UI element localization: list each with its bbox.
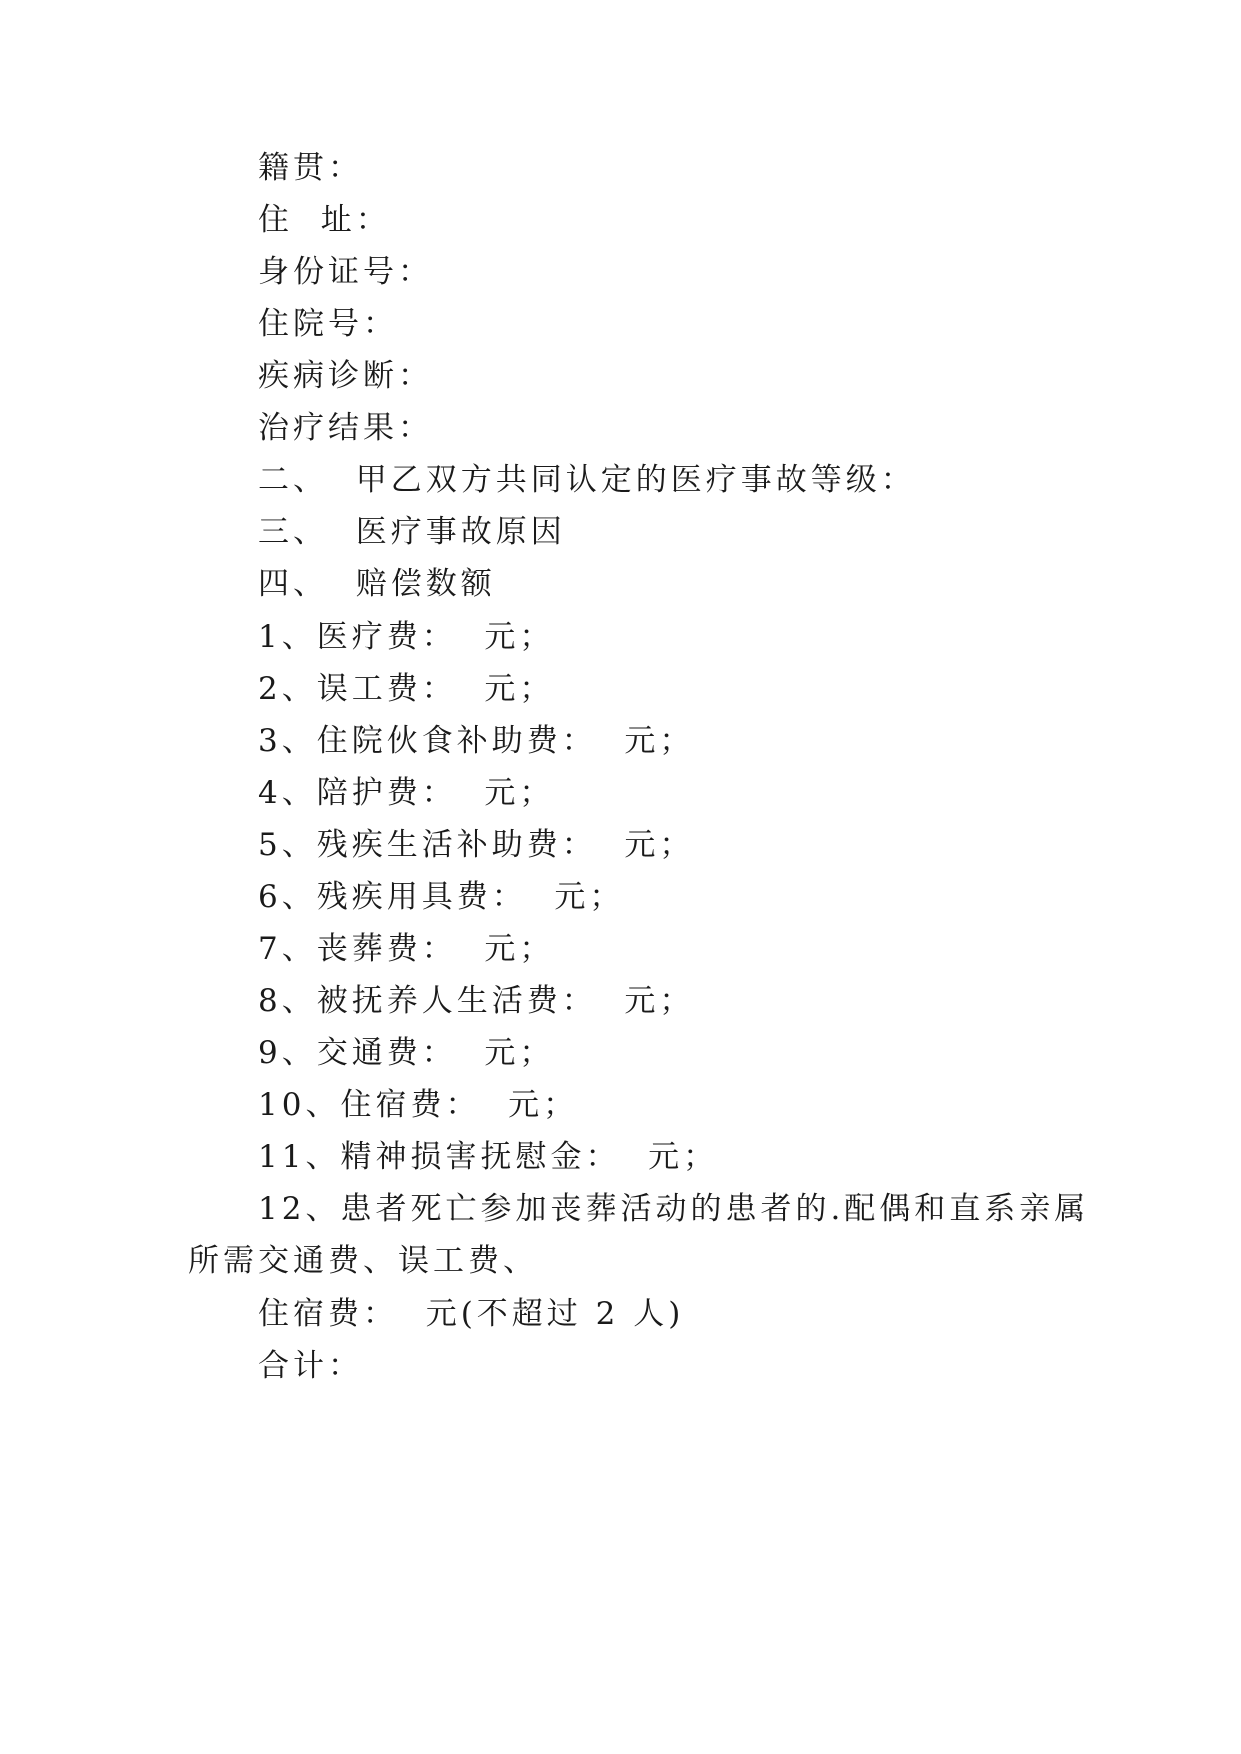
compensation-item-10: 10、住宿费： 元； bbox=[258, 1087, 579, 1123]
section-three-heading: 三、 医疗事故原因 bbox=[258, 514, 566, 550]
section-two-heading: 二、 甲乙双方共同认定的医疗事故等级： bbox=[258, 462, 916, 498]
compensation-item-7: 7、丧葬费： 元； bbox=[258, 931, 555, 967]
compensation-item-6: 6、残疾用具费： 元； bbox=[258, 879, 625, 915]
compensation-item-3: 3、住院伙食补助费： 元； bbox=[258, 723, 695, 759]
field-address: 住 址： bbox=[258, 202, 391, 238]
total-line: 合计： bbox=[258, 1348, 363, 1384]
field-native-place: 籍贯： bbox=[258, 150, 363, 186]
section-four-heading: 四、 赔偿数额 bbox=[258, 566, 496, 602]
field-treatment-result: 治疗结果： bbox=[258, 410, 433, 446]
field-id-number: 身份证号： bbox=[258, 254, 433, 290]
lodging-fee-line: 住宿费： 元(不超过 2 人) bbox=[258, 1296, 685, 1332]
compensation-item-5: 5、残疾生活补助费： 元； bbox=[258, 827, 695, 863]
compensation-item-12-continued: 所需交通费、误工费、 bbox=[188, 1243, 538, 1279]
compensation-item-8: 8、被抚养人生活费： 元； bbox=[258, 983, 695, 1019]
compensation-item-9: 9、交通费： 元； bbox=[258, 1035, 555, 1071]
compensation-item-1: 1、医疗费： 元； bbox=[258, 619, 555, 655]
field-diagnosis: 疾病诊断： bbox=[258, 358, 433, 394]
compensation-item-11: 11、精神损害抚慰金： 元； bbox=[258, 1139, 719, 1175]
compensation-item-12: 12、患者死亡参加丧葬活动的患者的.配偶和直系亲属 bbox=[258, 1191, 1090, 1227]
compensation-item-4: 4、陪护费： 元； bbox=[258, 775, 555, 811]
compensation-item-2: 2、误工费： 元； bbox=[258, 671, 555, 707]
field-admission-number: 住院号： bbox=[258, 306, 398, 342]
